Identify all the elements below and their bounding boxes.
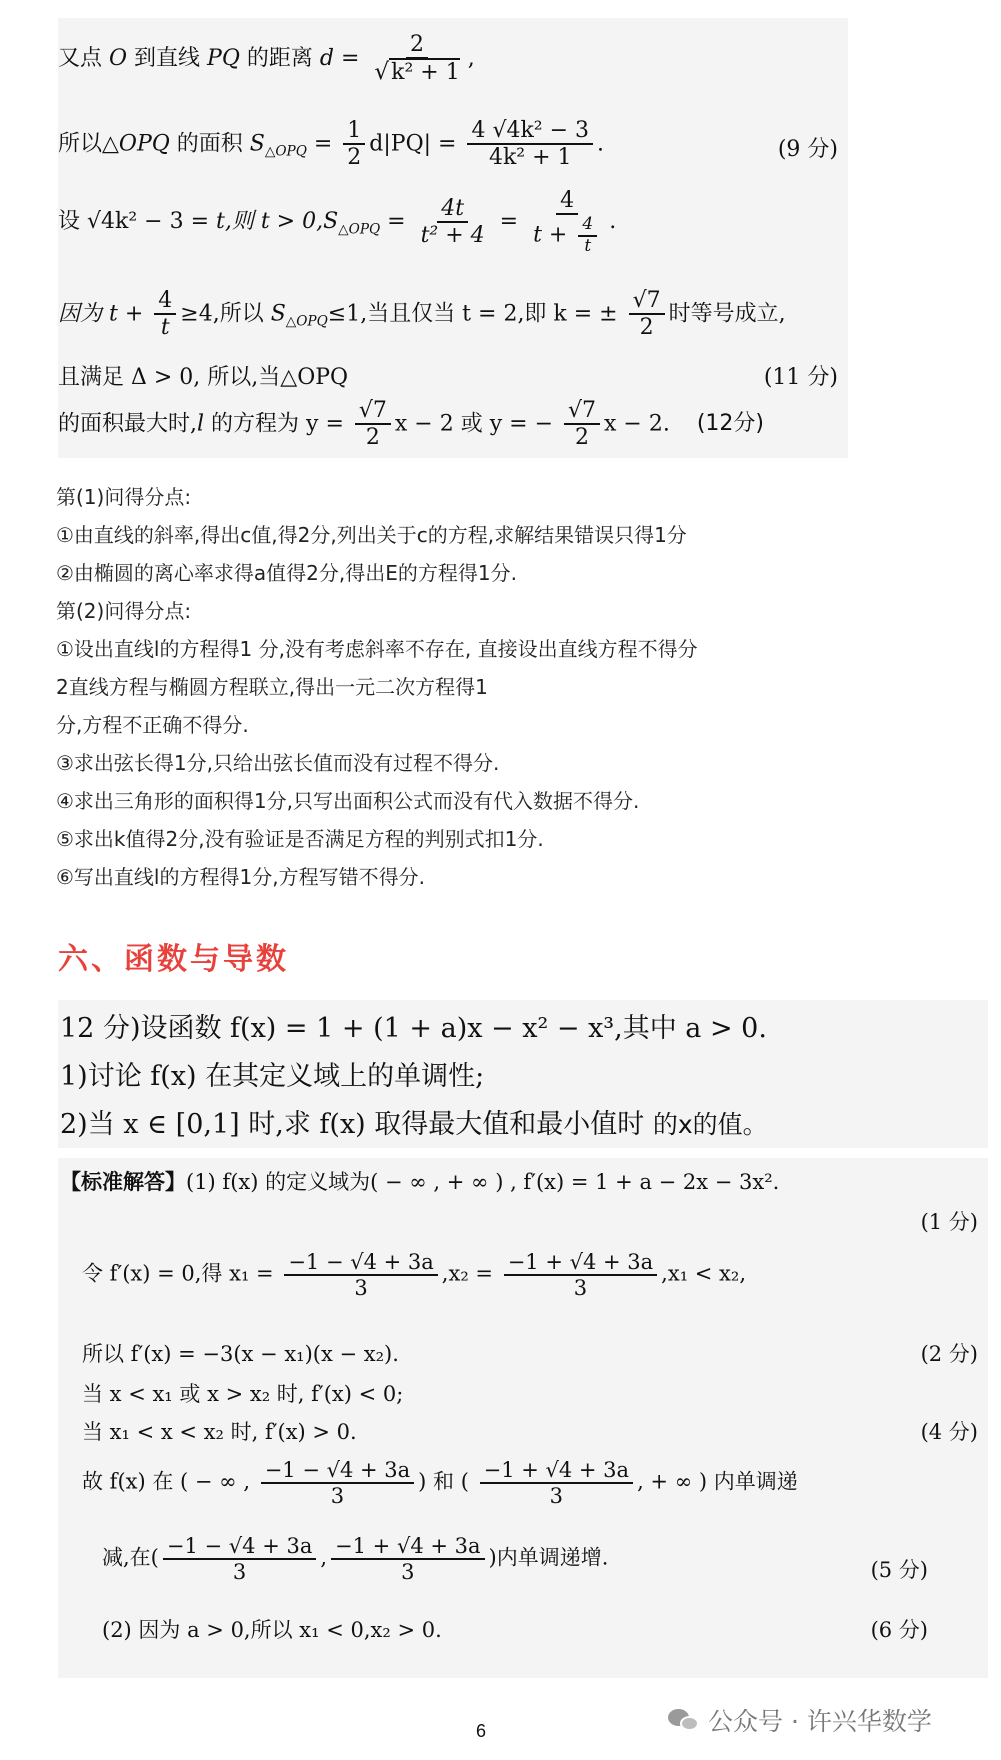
scoring-line: ⑥写出直线l的方程得1分,方程写错不得分. [56,865,425,889]
scoring-line: ④求出三角形的面积得1分,只写出面积公式而没有代入数据不得分. [56,789,640,813]
score-9: (9 分) [777,137,838,162]
page-number: 6 [476,1721,487,1741]
solution-heading: 【标准解答】(1) f(x) 的定义域为( − ∞ , + ∞ ) , f′(x) = 1 + a − 2x − 3x². [60,1170,780,1194]
standard-solution [58,1158,988,1678]
watermark: 公众号 · 许兴华数学 [668,1702,932,1738]
score-11: (11 分) [763,365,838,390]
score-1: (1 分) [920,1210,978,1234]
score-4: (4 分) [920,1420,978,1444]
score-6: (6 分) [870,1618,928,1642]
score-5: (5 分) [870,1558,928,1582]
solution-increasing-cond: 当 x₁ < x < x₂ 时, f′(x) > 0. [82,1420,357,1444]
distance-line: 又点 O 到直线 PQ 的距离 d = $\frac{2}{\text{√k² + 1}}$ , [58,32,475,86]
scoring-line: 第(2)问得分点: [56,599,192,623]
problem-statement [58,1000,988,1148]
scoring-notes [56,478,956,896]
score-2: (2 分) [920,1342,978,1366]
inequality-line: 因为 t + $\frac{4}{t}$ ≥4,所以 $S_{\triangle OPQ}\le 1$,当且仅当 t = 2,即 k = ± $\frac{√7}{2}$ 时等号成立, [58,288,786,341]
score-12: (12分) [696,411,765,437]
scoring-line: 分,方程不正确不得分. [56,713,249,737]
solution-decreasing-interval: 故 f(x) 在 ( − ∞ , $\frac{-1 - √4 + 3a}{3}$ ) 和 ( $\frac{-1 + √4 + 3a}{3}$ , + ∞ ) 内单调递 [82,1458,798,1509]
scoring-line: ①由直线的斜率,得出c值,得2分,列出关于c的方程,求解结果错误只得1分 [56,523,687,547]
solution-factor: 所以 f′(x) = −3(x − x₁)(x − x₂). [82,1342,399,1366]
distance-fraction: $\frac{2}{\text{√k² + 1}}$ [374,32,460,86]
solution-decreasing-cond: 当 x < x₁ 或 x > x₂ 时, f′(x) < 0; [82,1382,404,1406]
section-title: 六、函数与导数 [58,942,289,977]
solution-part2: (2) 因为 a > 0,所以 x₁ < 0,x₂ > 0. [102,1618,442,1642]
wechat-icon [668,1707,700,1733]
scoring-line: ③求出弦长得1分,只给出弦长值而没有过程不得分. [56,751,500,775]
solution-scan-top [58,18,848,458]
substitution-line: 设 √4k² − 3 = t,则 $t > 0,S_{\triangle OPQ}$ = $\frac{4t}{\text{t² + 4}}$ = 4 t + $\frac{4}{t}$ . [58,188,617,256]
problem-line-3: 2)当 x ∈ [0,1] 时,求 f(x) 取得最大值和最小值时 的x的值。 [60,1109,768,1140]
scoring-line: ①设出直线l的方程得1 分,没有考虑斜率不存在, 直接设出直线方程不得分 [56,637,698,661]
scoring-line: ⑤求出k值得2分,没有验证是否满足方程的判别式扣1分. [56,827,544,851]
solution-roots: 令 f′(x) = 0,得 x₁ = $\frac{-1 - √4 + 3a}{3}$ ,x₂ = $\frac{-1 + √4 + 3a}{3}$ ,x₁ < x₂, [82,1250,746,1301]
problem-line-1: 12 分)设函数 f(x) = 1 + (1 + a)x − x² − x³,其中 a > 0. [60,1013,767,1044]
scoring-line: 第(1)问得分点: [56,485,192,509]
problem-line-2: 1)讨论 f(x) 在其定义域上的单调性; [60,1061,485,1092]
scoring-line: ②由椭圆的离心率求得a值得2分,得出E的方程得1分. [56,561,517,585]
solution-increasing-interval: 减,在( $\frac{-1 - √4 + 3a}{3}$ , $\frac{-1 + √4 + 3a}{3}$ )内单调递增. [102,1534,609,1585]
scoring-line: 2直线方程与椭圆方程联立,得出一元二次方程得1 [56,675,488,699]
delta-line: 且满足 Δ > 0, 所以,当△OPQ (11 分) [58,360,848,391]
line-equation: 的面积最大时,l 的方程为 y = $\frac{√7}{2}$ x − 2 或 y = − $\frac{√7}{2}$ x − 2. (12分) [58,398,765,451]
area-line: 所以△OPQ 的面积 $S_{\triangle OPQ}$ = $\frac{1}{2}$ d|PQ| = $\frac{\text{4 √4k² − 3}}{\text{4k² + 1}}$ . (9 分) [58,118,838,171]
